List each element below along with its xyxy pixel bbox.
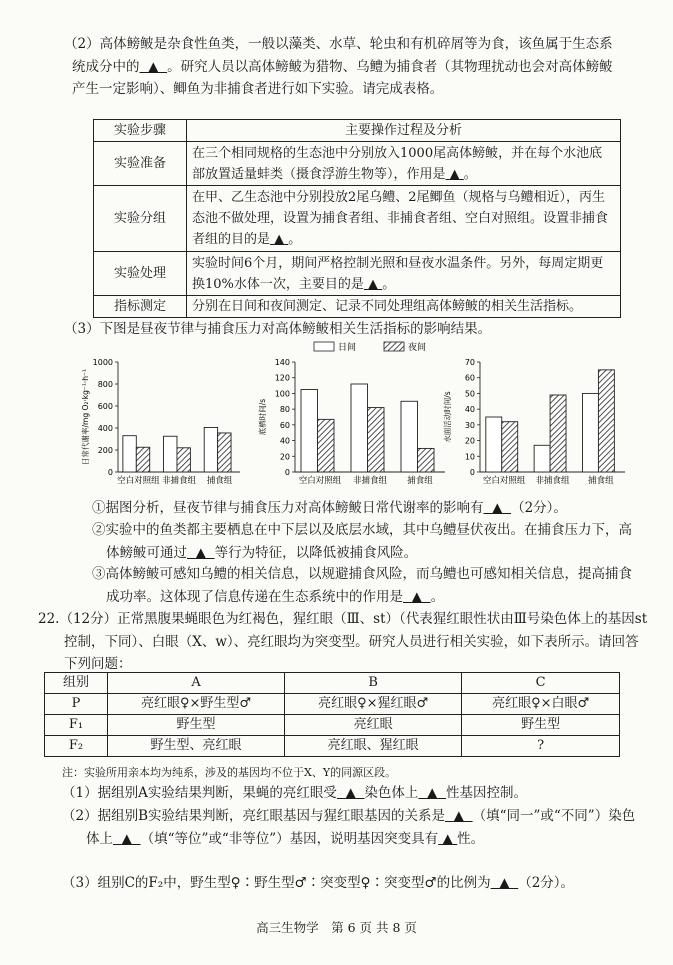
y-axis-label: 底栖时间/s — [258, 398, 267, 436]
metabolic-rate-chart — [80, 358, 240, 486]
gen-cell: 野生型 — [462, 715, 620, 736]
gen-cell: P — [45, 694, 108, 715]
answer-blank[interactable]: ▲ — [442, 830, 453, 847]
answer-blank[interactable]: ▲ — [492, 500, 503, 516]
y-axis-label: 水面活动时间/s — [443, 391, 452, 443]
gen-header: 组别 — [45, 673, 108, 694]
q22-sub-1: （1）据组别A实验结果判断，果蝇的亮红眼受 ▲ 染色体上 ▲ 性基因控制。 — [62, 785, 527, 801]
answer-blank[interactable]: ▲ — [449, 166, 460, 182]
bar-night — [218, 433, 231, 472]
y-tick-label: 40 — [464, 405, 475, 415]
table-step: 实验分组 — [94, 186, 187, 252]
y-tick-label: 30 — [464, 420, 475, 430]
bar-day — [351, 384, 368, 472]
y-tick-label: 0 — [469, 468, 475, 477]
table-step: 指标测定 — [94, 296, 187, 318]
q3-item-1: ①据图分析，昼夜节律与捕食压力对高体鳑鲏日常代谢率的影响有 ▲ （2分）。 — [92, 500, 567, 516]
x-tick-label: 捕食组 — [588, 476, 614, 486]
bar-day — [301, 390, 318, 473]
q3-intro: （3）下图是昼夜节律与捕食压力对高体鳑鲏相关生活指标的影响结果。 — [64, 321, 492, 337]
q22-sub-3: （3）组别C的F₂中，野生型♀∶野生型♂∶突变型♀∶突变型♂的比例为 ▲ （2分）。 — [62, 875, 575, 891]
answer-blank[interactable]: ▲ — [368, 276, 379, 292]
bar-day — [123, 436, 136, 472]
table-header-content: 主要操作过程及分析 — [187, 120, 621, 142]
y-tick-label: 0 — [284, 468, 290, 477]
x-tick-label: 空白对照组 — [117, 476, 160, 486]
y-tick-label: 140 — [274, 358, 290, 367]
bar-night — [598, 370, 614, 472]
bar-day — [164, 436, 177, 472]
gen-header: C — [462, 673, 620, 694]
y-tick-label: 10 — [464, 452, 475, 462]
q22-stem: 22.（12分）正常黑腹果蝇眼色为红褐色，猩红眼（Ⅲ、st）（代表猩红眼性状由Ⅲ号染色体上的基因st控制，下同）、白眼（X、w）、亮红眼均为突变型。研究人员进行相关实验，如下表所示。请回答下列问题： — [38, 611, 648, 672]
y-tick-label: 120 — [274, 373, 290, 383]
bar-day — [401, 401, 418, 472]
gen-header: B — [285, 673, 462, 694]
answer-blank[interactable]: ▲ — [499, 875, 510, 891]
x-tick-label: 空白对照组 — [482, 476, 526, 486]
legend-night-swatch — [384, 342, 404, 351]
bar-night — [550, 395, 566, 472]
table-cell: 在甲、乙生态池中分别投放2尾乌鳢、2尾鲫鱼（规格与乌鳢相近），丙生态池不做处理，设置为捕食者组、非捕食者组、空白对照组。设置非捕食者组的目的是 ▲ 。 — [187, 186, 621, 252]
answer-blank[interactable]: ▲ — [148, 58, 159, 75]
y-tick-label: 100 — [274, 389, 290, 399]
bar-night — [418, 448, 435, 472]
y-tick-label: 40 — [279, 436, 290, 446]
gen-header: A — [108, 673, 285, 694]
gen-cell: F₂ — [45, 736, 108, 757]
q2-intro: （2）高体鳑鲏是杂食性鱼类，一般以藻类、水草、轮虫和有机碎屑等为食，该鱼属于生态系统成分中的 ▲ 。研究人员以高体鳑鲏为猎物、乌鳢为捕食者（其物理扰动也会对高体鳑鲏产生一定影响）、鲫鱼为非捕食者进行如下实验。请完成表格。 — [64, 36, 613, 97]
gen-cell: 野生型 — [108, 715, 285, 736]
bar-day — [534, 445, 550, 472]
answer-blank[interactable]: ▲ — [411, 588, 422, 605]
surface-time-chart — [442, 358, 625, 486]
answer-blank[interactable]: ▲ — [121, 830, 132, 847]
answer-blank[interactable]: ▲ — [195, 544, 206, 561]
gen-cell: 亮红眼、猩红眼 — [285, 736, 462, 757]
gen-cell: 亮红眼♀×猩红眼♂ — [285, 694, 462, 715]
y-tick-label: 200 — [97, 446, 113, 455]
q3-item-3: ③高体鳑鲏可感知乌鳢的相关信息，以规避捕食风险，而乌鳢也可感知相关信息，提高捕食成功率。这体现了信息传递在生态系统中的作用是 ▲ 。 — [92, 566, 632, 605]
y-tick-label: 20 — [279, 452, 290, 462]
table-step: 实验处理 — [94, 252, 187, 296]
table-cell: 实验时间6个月，期间严格控制光照和昼夜水温条件。另外，每周定期更换10%水体一次，主要目的是 ▲ 。 — [187, 252, 621, 296]
genetics-table — [44, 672, 620, 757]
gen-cell: ? — [462, 736, 620, 757]
x-tick-label: 非捕食组 — [161, 476, 197, 486]
bar-night — [368, 408, 385, 472]
q22-note: 注：实验所用亲本均为纯系，涉及的基因均不位于X、Y的同源区段。 — [62, 766, 397, 779]
y-tick-label: 0 — [107, 468, 113, 477]
y-tick-label: 70 — [464, 358, 475, 367]
table-step: 实验准备 — [94, 142, 187, 186]
bar-day — [204, 427, 217, 472]
answer-blank[interactable]: ▲ — [345, 785, 356, 801]
x-tick-label: 非捕食组 — [352, 476, 388, 486]
legend-day-swatch — [314, 342, 334, 351]
answer-blank[interactable]: ▲ — [427, 785, 438, 801]
bar-night — [177, 448, 190, 472]
legend-night-label: 夜间 — [408, 343, 427, 353]
experiment-table — [93, 119, 621, 318]
x-tick-label: 捕食组 — [206, 476, 233, 486]
gen-cell: 亮红眼♀×白眼♂ — [462, 694, 620, 715]
chart-legend — [314, 341, 426, 353]
y-tick-label: 800 — [97, 380, 113, 389]
legend-day-label: 日间 — [338, 343, 357, 353]
y-tick-label: 600 — [97, 402, 113, 411]
y-tick-label: 20 — [464, 436, 475, 446]
bar-night — [502, 422, 518, 472]
q22-sub-2: （2）据组别B实验结果判断，亮红眼基因与猩红眼基因的关系是 ▲ （填“同一”或“不同”）染色体上 ▲ （填“等位”或“非等位”）基因，说明基因突变具有 ▲ 性。 — [62, 808, 636, 847]
x-tick-label: 非捕食组 — [535, 476, 570, 486]
answer-blank[interactable]: ▲ — [453, 808, 464, 824]
x-tick-label: 捕食组 — [407, 476, 433, 486]
q3-item-2: ②实验中的鱼类都主要栖息在中下层以及底层水域，其中乌鳢昼伏夜出。在捕食压力下，高体鳑鲏可通过 ▲ 等行为特征，以降低被捕食风险。 — [92, 522, 632, 561]
bar-night — [136, 447, 149, 472]
y-tick-label: 60 — [464, 373, 475, 383]
y-tick-label: 60 — [279, 420, 290, 430]
gen-cell: 野生型、亮红眼 — [108, 736, 285, 757]
bottom-time-chart — [257, 358, 445, 486]
table-cell: 在三个相同规格的生态池中分别放入1000尾高体鳑鲏，并在每个水池底部放置适量蚌类（摄食浮游生物等），作用是 ▲ 。 — [187, 142, 621, 186]
table-header-step: 实验步骤 — [94, 120, 187, 142]
y-tick-label: 80 — [279, 405, 290, 415]
gen-cell: 亮红眼 — [285, 715, 462, 736]
gen-cell: 亮红眼♀×野生型♂ — [108, 694, 285, 715]
y-axis-label: 日常代谢率/mg O₂·kg⁻¹·h⁻¹ — [81, 369, 90, 465]
y-tick-label: 400 — [97, 424, 113, 433]
table-cell: 分别在日间和夜间测定、记录不同处理组高体鳑鲏的相关生活指标。 — [187, 296, 621, 318]
x-tick-label: 空白对照组 — [298, 476, 342, 486]
bar-night — [318, 419, 335, 472]
charts-figure — [70, 340, 630, 498]
gen-cell: F₁ — [45, 715, 108, 736]
y-tick-label: 50 — [464, 389, 475, 399]
y-tick-label: 1000 — [92, 358, 113, 367]
bar-day — [486, 417, 502, 472]
page-footer: 高三生物学 第 6 页 共 8 页 — [256, 920, 417, 935]
answer-blank[interactable]: ▲ — [274, 232, 285, 247]
bar-day — [582, 393, 598, 472]
